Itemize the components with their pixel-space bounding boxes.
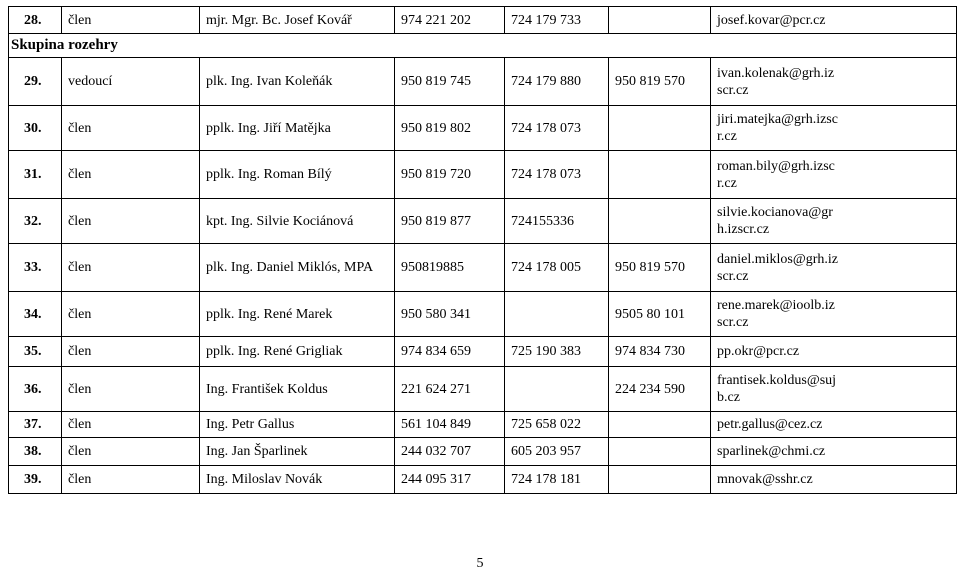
email-line: jiri.matejka@grh.izsc (717, 112, 838, 127)
row-name: Ing. František Koldus (200, 367, 395, 412)
row-email (711, 337, 957, 367)
email-line: frantisek.koldus@suj (717, 373, 837, 388)
email-line: h.izscr.cz (717, 222, 770, 237)
row-number: 32. (9, 199, 62, 244)
row-phone-2: 724 178 073 (505, 151, 609, 199)
row-role: člen (62, 199, 200, 244)
email-line: mnovak@sshr.cz (717, 472, 813, 487)
row-phone-2: 724 178 073 (505, 106, 609, 151)
row-number: 35. (9, 337, 62, 367)
email-line: scr.cz (717, 268, 749, 284)
row-phone-3 (609, 438, 711, 466)
row-phone-3 (609, 151, 711, 199)
row-phone-3: 950 819 570 (609, 58, 711, 106)
row-name: kpt. Ing. Silvie Kociánová (200, 199, 395, 244)
table-row (9, 438, 957, 466)
row-phone-2 (505, 292, 609, 337)
row-number: 36. (9, 367, 62, 412)
email-line: petr.gallus@cez.cz (717, 417, 823, 432)
row-name: plk. Ing. Daniel Miklós, MPA (200, 244, 395, 292)
row-phone-3 (609, 412, 711, 438)
row-email (711, 438, 957, 466)
row-email (711, 199, 957, 244)
row-phone-1: 561 104 849 (395, 412, 505, 438)
row-name: pplk. Ing. Jiří Matějka (200, 106, 395, 151)
table-row (9, 337, 957, 367)
row-email (711, 466, 957, 494)
row-name: mjr. Mgr. Bc. Josef Kovář (200, 7, 395, 34)
table-row (9, 106, 957, 151)
row-number: 28. (9, 7, 62, 34)
email-line: pp.okr@pcr.cz (717, 344, 800, 359)
table-row (9, 412, 957, 438)
row-name: pplk. Ing. René Grigliak (200, 337, 395, 367)
row-email (711, 151, 957, 199)
email-line: r.cz (717, 175, 737, 191)
row-role: člen (62, 438, 200, 466)
row-phone-1: 950 819 802 (395, 106, 505, 151)
row-number: 31. (9, 151, 62, 199)
row-phone-2: 724 178 005 (505, 244, 609, 292)
section-title: Skupina rozehry (9, 34, 957, 58)
row-phone-2: 724155336 (505, 199, 609, 244)
email-line: b.cz (717, 390, 740, 405)
row-role: vedoucí (62, 58, 200, 106)
row-email (711, 412, 957, 438)
row-name: pplk. Ing. René Marek (200, 292, 395, 337)
row-phone-2: 724 178 181 (505, 466, 609, 494)
row-role: člen (62, 244, 200, 292)
email-line: silvie.kocianova@gr (717, 205, 833, 220)
row-phone-1: 974 834 659 (395, 337, 505, 367)
table-row (9, 244, 957, 292)
row-phone-3 (609, 199, 711, 244)
row-number: 38. (9, 438, 62, 466)
row-number: 39. (9, 466, 62, 494)
row-email (711, 244, 957, 292)
email-line: scr.cz (717, 315, 749, 330)
row-role: člen (62, 337, 200, 367)
email-line: scr.cz (717, 82, 749, 98)
row-phone-2: 725 658 022 (505, 412, 609, 438)
row-phone-1: 221 624 271 (395, 367, 505, 412)
row-role: člen (62, 106, 200, 151)
row-phone-2: 725 190 383 (505, 337, 609, 367)
row-role: člen (62, 292, 200, 337)
row-name: Ing. Miloslav Novák (200, 466, 395, 494)
contact-table (8, 6, 957, 494)
email-line: ivan.kolenak@grh.iz (717, 65, 835, 81)
row-phone-1: 244 032 707 (395, 438, 505, 466)
row-name: Ing. Petr Gallus (200, 412, 395, 438)
table-row (9, 199, 957, 244)
row-phone-3: 9505 80 101 (609, 292, 711, 337)
row-role: člen (62, 466, 200, 494)
row-phone-3 (609, 466, 711, 494)
row-number: 29. (9, 58, 62, 106)
row-email: josef.kovar@pcr.cz (711, 7, 957, 34)
row-email (711, 106, 957, 151)
row-email (711, 292, 957, 337)
row-phone-2: 724 179 733 (505, 7, 609, 34)
email-line: r.cz (717, 129, 737, 144)
row-name: pplk. Ing. Roman Bílý (200, 151, 395, 199)
email-line: roman.bily@grh.izsc (717, 158, 835, 174)
row-role: člen (62, 151, 200, 199)
row-phone-1: 244 095 317 (395, 466, 505, 494)
row-phone-3 (609, 7, 711, 34)
row-phone-1: 950 819 745 (395, 58, 505, 106)
email-line: daniel.miklos@grh.iz (717, 251, 838, 267)
section-row (9, 34, 957, 58)
row-number: 33. (9, 244, 62, 292)
row-number: 34. (9, 292, 62, 337)
table-row (9, 292, 957, 337)
row-name: plk. Ing. Ivan Koleňák (200, 58, 395, 106)
row-role: člen (62, 7, 200, 34)
row-phone-1: 974 221 202 (395, 7, 505, 34)
row-phone-3 (609, 106, 711, 151)
row-phone-2: 605 203 957 (505, 438, 609, 466)
email-line: sparlinek@chmi.cz (717, 444, 826, 459)
email-line: rene.marek@ioolb.iz (717, 298, 835, 313)
table-row (9, 466, 957, 494)
row-number: 37. (9, 412, 62, 438)
row-phone-1: 950 819 877 (395, 199, 505, 244)
row-role: člen (62, 412, 200, 438)
row-email (711, 58, 957, 106)
row-phone-3: 950 819 570 (609, 244, 711, 292)
table-row (9, 7, 957, 34)
row-name: Ing. Jan Šparlinek (200, 438, 395, 466)
row-phone-1: 950 580 341 (395, 292, 505, 337)
row-phone-3: 224 234 590 (609, 367, 711, 412)
row-phone-2: 724 179 880 (505, 58, 609, 106)
row-phone-1: 950819885 (395, 244, 505, 292)
table-row (9, 367, 957, 412)
page-number: 5 (476, 556, 484, 571)
row-number: 30. (9, 106, 62, 151)
row-email (711, 367, 957, 412)
table-row (9, 58, 957, 106)
row-role: člen (62, 367, 200, 412)
table-row (9, 151, 957, 199)
row-phone-3: 974 834 730 (609, 337, 711, 367)
row-phone-1: 950 819 720 (395, 151, 505, 199)
row-phone-2 (505, 367, 609, 412)
